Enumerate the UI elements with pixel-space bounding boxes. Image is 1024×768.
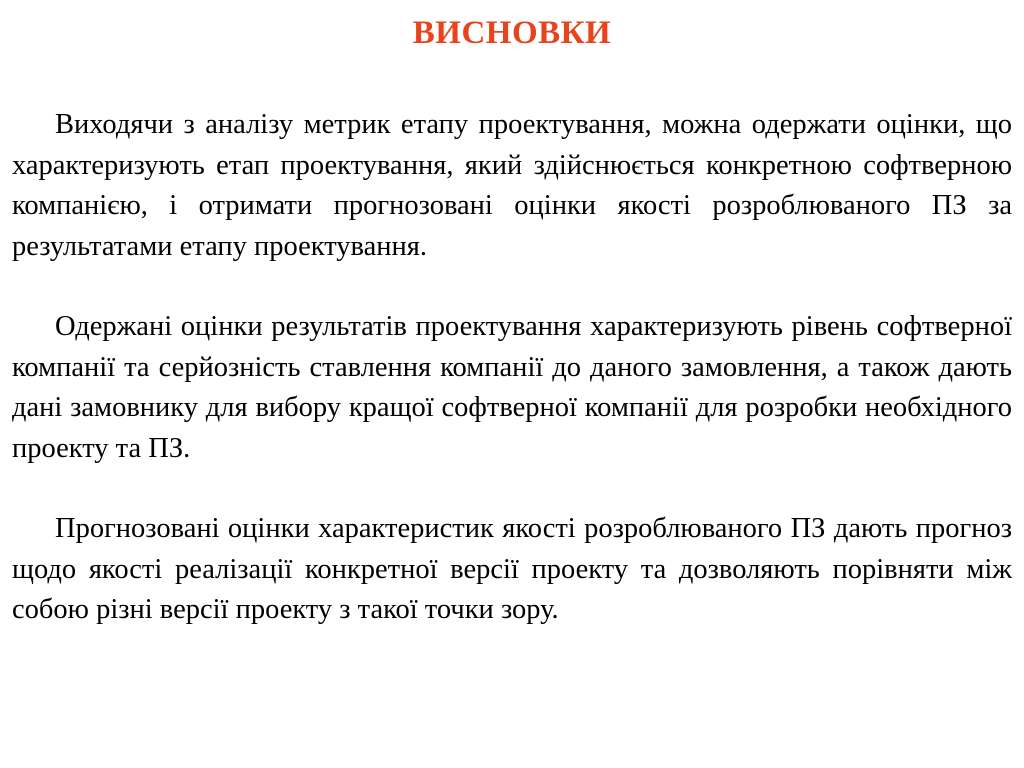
paragraph-design-metrics-analysis: Виходячи з аналізу метрик етапу проектування, можна одержати оцінки, що характеризують етап проектування, який здійснюється конкретною софтверною компанією, і отримати прогнозовані оцінки якості розроблюваного ПЗ за результатами етапу проектування.: [12, 109, 1012, 262]
paragraph-quality-forecast: Прогнозовані оцінки характеристик якості розроблюваного ПЗ дають прогноз щодо якості реалізації конкретної версії проекту та дозволяють порівняти між собою різні версії проекту з такої точки зору.: [12, 513, 1012, 625]
slide-body: [12, 105, 1012, 631]
paragraph-design-results-evaluation: Одержані оцінки результатів проектування характеризують рівень софтверної компанії та серйозність ставлення компанії до даного замовлення, а також дають дані замовнику для вибору кращої софтверної компанії для розробки необхідного проекту та ПЗ.: [12, 311, 1012, 464]
slide-title: ВИСНОВКИ: [412, 15, 612, 51]
